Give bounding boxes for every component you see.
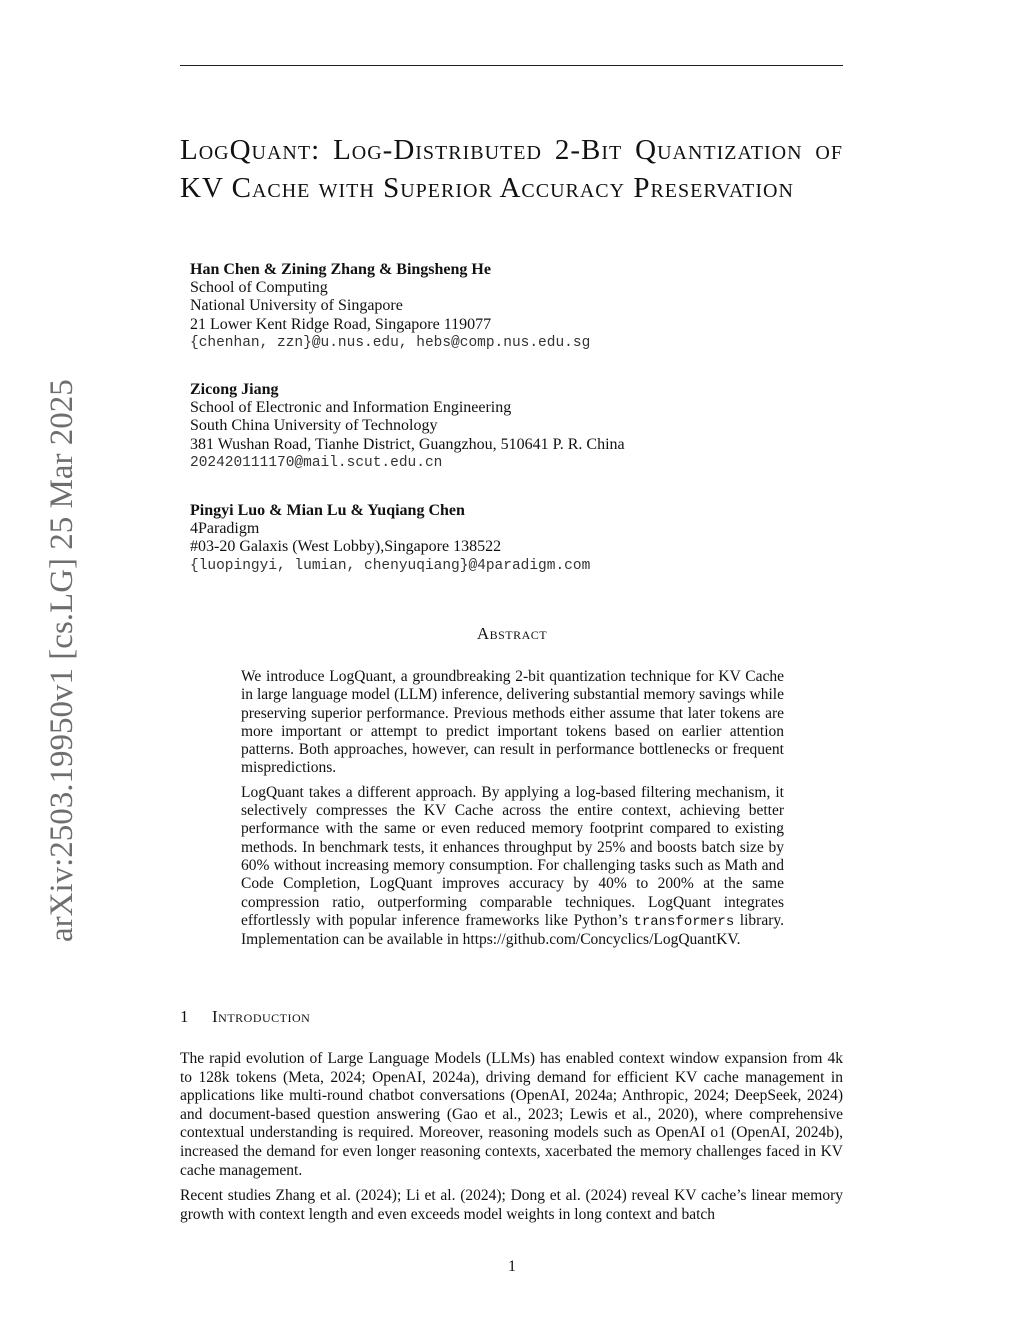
affiliation-line: 21 Lower Kent Ridge Road, Singapore 119077	[190, 315, 492, 333]
author-email[interactable]: {luopingyi, lumian, chenyuqiang}@4paradigm.com	[190, 557, 591, 574]
affiliation-line: National University of Singapore	[190, 297, 403, 315]
code-term: transformers	[633, 913, 735, 930]
affiliation-line: South China University of Technology	[190, 417, 438, 435]
affiliation-line: 381 Wushan Road, Tianhe District, Guangzhou, 510641 P. R. China	[190, 435, 625, 453]
paper-title: LogQuant: Log-Distributed 2-Bit Quantization of KV Cache with Superior Accuracy Preservation	[180, 134, 843, 204]
author-block-2	[190, 381, 625, 472]
page-number: 1	[508, 1258, 516, 1275]
abstract-text: LogQuant takes a different approach. By applying a log-based filtering mechanism, it selectively compresses the KV Cache across the entire context, achieving better performance with the same or even reduced memory footprint compared to existing methods. In benchmark tests, it enhances throughput by 25% and boosts batch size by 60% without increasing memory consumption. For challenging tasks such as Math and Code Completion, LogQuant improves accuracy by 40% to 200% at the same compression ratio, outperforming comparable techniques. LogQuant integrates effortlessly with popular inference frameworks like Python’s	[241, 783, 784, 929]
author-block-3	[190, 502, 590, 575]
section-number: 1	[180, 1007, 189, 1026]
affiliation-line: #03-20 Galaxis (West Lobby),Singapore 138522	[190, 538, 502, 556]
section-title: Introduction	[212, 1007, 311, 1026]
top-rule	[180, 65, 843, 66]
author-names: Pingyi Luo & Mian Lu & Yuqiang Chen	[190, 502, 465, 519]
affiliation-line: School of Electronic and Information Engineering	[190, 399, 512, 417]
body-paragraph: Recent studies Zhang et al. (2024); Li et al. (2024); Dong et al. (2024) reveal KV cache’s linear memory growth with context length and even exceeds model weights in long context and batch	[180, 1187, 843, 1223]
abstract-heading: Abstract	[476, 624, 548, 643]
body-paragraph: The rapid evolution of Large Language Models (LLMs) has enabled context window expansion from 4k to 128k tokens (Meta, 2024; OpenAI, 2024a), driving demand for efficient KV cache management in applications like multi-round chatbot conversations (OpenAI, 2024a; Anthropic, 2024; DeepSeek, 2024) and document-based question answering (Gao et al., 2023; Lewis et al., 2020), where comprehensive contextual understanding is required. Moreover, reasoning models such as OpenAI o1 (OpenAI, 2024b), increased the demand for even longer reasoning contexts, xacerbated the memory challenges faced in KV cache management.	[180, 1050, 843, 1179]
section-heading-introduction	[180, 1007, 310, 1027]
affiliation-line: 4Paradigm	[190, 520, 260, 538]
affiliation-line: School of Computing	[190, 279, 328, 297]
author-email[interactable]: 202420111170@mail.scut.edu.cn	[190, 454, 443, 471]
author-block-1	[190, 261, 590, 352]
abstract-text: library. Implementation can be available in https://github.com/Concyclics/LogQuantKV.	[241, 911, 784, 949]
abstract-body	[241, 668, 784, 955]
author-names: Zicong Jiang	[190, 381, 279, 398]
introduction-body	[180, 1050, 843, 1231]
abstract-paragraph: We introduce LogQuant, a groundbreaking 2-bit quantization technique for KV Cache in large language model (LLM) inference, delivering substantial memory savings while preserving superior performance. Previous methods either assume that later tokens are more important or attempt to predict important tokens based on earlier attention patterns. Both approaches, however, can result in performance bottlenecks or frequent mispredictions.	[241, 668, 784, 777]
arxiv-identifier[interactable]: arXiv:2503.19950v1 [cs.LG] 25 Mar 2025	[44, 379, 80, 942]
author-email[interactable]: {chenhan, zzn}@u.nus.edu, hebs@comp.nus.edu.sg	[190, 334, 591, 351]
author-names: Han Chen & Zining Zhang & Bingsheng He	[190, 261, 491, 278]
abstract-paragraph	[241, 784, 784, 950]
